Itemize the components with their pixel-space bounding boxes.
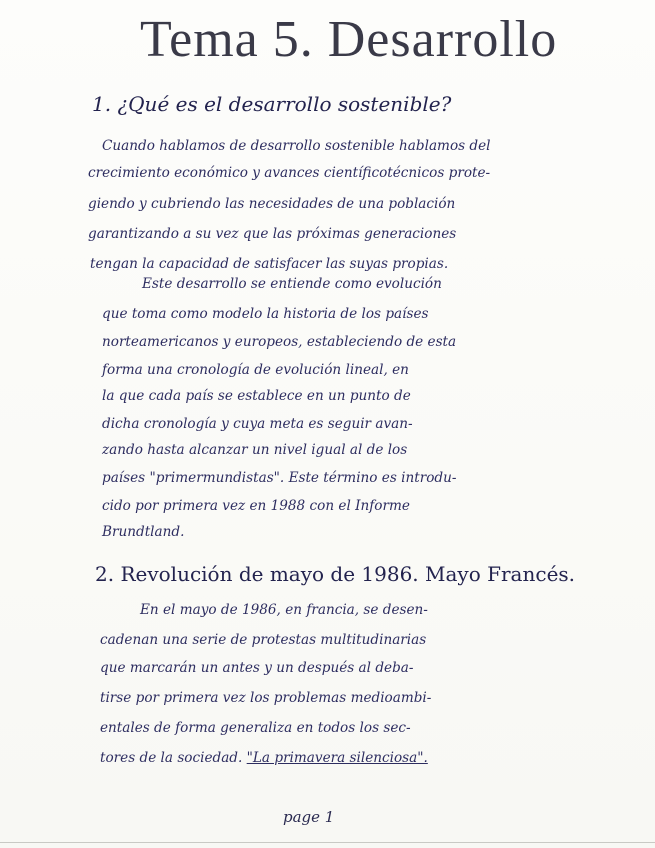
text-line: que toma como modelo la historia de los países [102, 306, 429, 322]
text-line: Este desarrollo se entiende como evolución [142, 276, 442, 292]
book-title-quote: "La primavera silenciosa". [246, 750, 428, 766]
page-number: page 1 [283, 808, 335, 826]
section-1-heading: 1. ¿Qué es el desarrollo sostenible? [92, 92, 452, 116]
text-line: forma una cronología de evolución lineal, en [102, 362, 409, 378]
text-line: tores de la sociedad. [100, 750, 243, 766]
text-line: garantizando a su vez que las próximas generaciones [88, 226, 457, 242]
text-line: dicha cronología y cuya meta es seguir avan- [102, 416, 413, 432]
text-line: En el mayo de 1986, en francia, se desen- [140, 602, 428, 618]
text-line: tirse por primera vez los problemas medioambi- [100, 690, 432, 706]
text-line: zando hasta alcanzar un nivel igual al de los [102, 442, 408, 458]
text-line: la que cada país se establece en un punto de [102, 388, 411, 404]
text-line: norteamericanos y europeos, estableciendo de esta [102, 334, 457, 350]
text-line: tengan la capacidad de satisfacer las suyas propias. [90, 256, 449, 272]
text-line: Brundtland. [102, 524, 185, 540]
text-line: giendo y cubriendo las necesidades de una población [88, 196, 456, 212]
text-line: que marcarán un antes y un después al deba- [100, 660, 414, 676]
text-line: cadenan una serie de protestas multitudinarias [100, 632, 427, 648]
text-line: Cuando hablamos de desarrollo sostenible hablamos del [102, 138, 491, 154]
page-edge [0, 842, 655, 843]
text-line-last [100, 750, 428, 766]
section-2-heading: 2. Revolución de mayo de 1986. Mayo Francés. [95, 562, 576, 586]
text-line: crecimiento económico y avances científicotécnicos prote- [88, 165, 491, 181]
text-line: entales de forma generaliza en todos los sec- [100, 720, 411, 736]
text-line: países "primermundistas". Este término es introdu- [102, 470, 457, 486]
page-title: Tema 5. Desarrollo [140, 11, 558, 68]
text-line: cido por primera vez en 1988 con el Informe [102, 498, 410, 514]
